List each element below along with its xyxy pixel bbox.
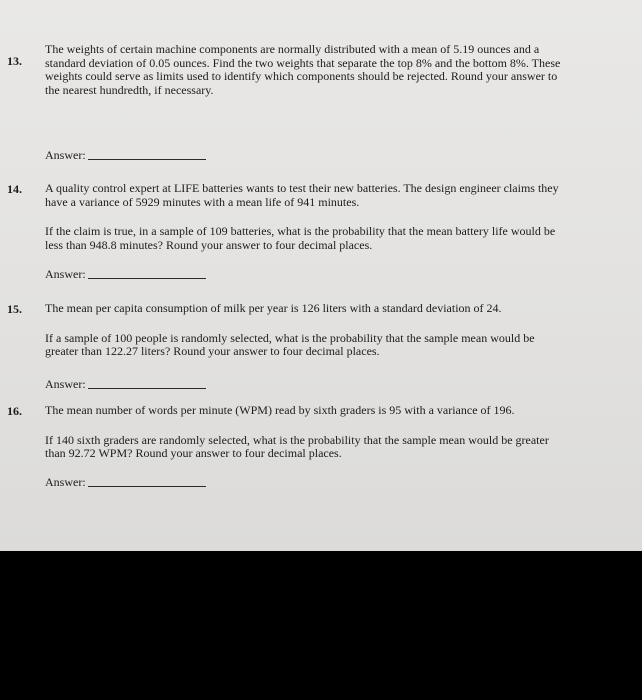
answer-blank[interactable] xyxy=(88,159,206,160)
answer-row xyxy=(45,267,565,281)
answer-label: Answer: xyxy=(45,474,86,489)
question-text: If 140 sixth graders are randomly selected, what is the probability that the sample mean would be greater than 92.72 WPM? Round your answer to four decimal places. xyxy=(45,432,549,460)
answer-label: Answer: xyxy=(45,376,86,391)
question-text: If a sample of 100 people is randomly selected, what is the probability that the sample mean would be greater than 122.27 liters? Round your answer to four decimal places. xyxy=(45,330,535,358)
question-number: 16. xyxy=(7,404,22,418)
question-body xyxy=(45,182,565,281)
question-body xyxy=(45,302,565,391)
question-number: 15. xyxy=(7,302,22,316)
question-text: The mean number of words per minute (WPM) read by sixth graders is 95 with a variance of 196. xyxy=(45,403,515,417)
question-number: 14. xyxy=(7,182,22,196)
black-bottom-area xyxy=(0,551,642,700)
answer-row xyxy=(45,475,565,489)
question-text: If the claim is true, in a sample of 109 batteries, what is the probability that the mean battery life would be less than 948.8 minutes? Round your answer to four decimal places. xyxy=(45,224,556,252)
answer-blank[interactable] xyxy=(88,278,206,279)
question-text: The weights of certain machine components are normally distributed with a mean of 5.19 ounces and a standard deviation of 0.05 ounces. Find the two weights that separate the top 8% and the bottom 8%. These weights could serve as limits used to identify which components should be rejected. Round your answer to the nearest hundredth, if necessary. xyxy=(45,42,561,97)
question-text: The mean per capita consumption of milk per year is 126 liters with a standard deviation of 24. xyxy=(45,301,502,315)
question-text: A quality control expert at LIFE batteries wants to test their new batteries. The design engineer claims they have a variance of 5929 minutes with a mean life of 941 minutes. xyxy=(45,181,559,209)
answer-label: Answer: xyxy=(45,148,86,162)
question-body xyxy=(45,43,565,162)
question-body xyxy=(45,404,565,489)
answer-blank[interactable] xyxy=(88,388,206,389)
answer-row xyxy=(45,148,565,162)
answer-label: Answer: xyxy=(45,267,86,281)
answer-row xyxy=(45,377,565,391)
answer-blank[interactable] xyxy=(88,486,206,487)
question-number: 13. xyxy=(7,54,22,68)
